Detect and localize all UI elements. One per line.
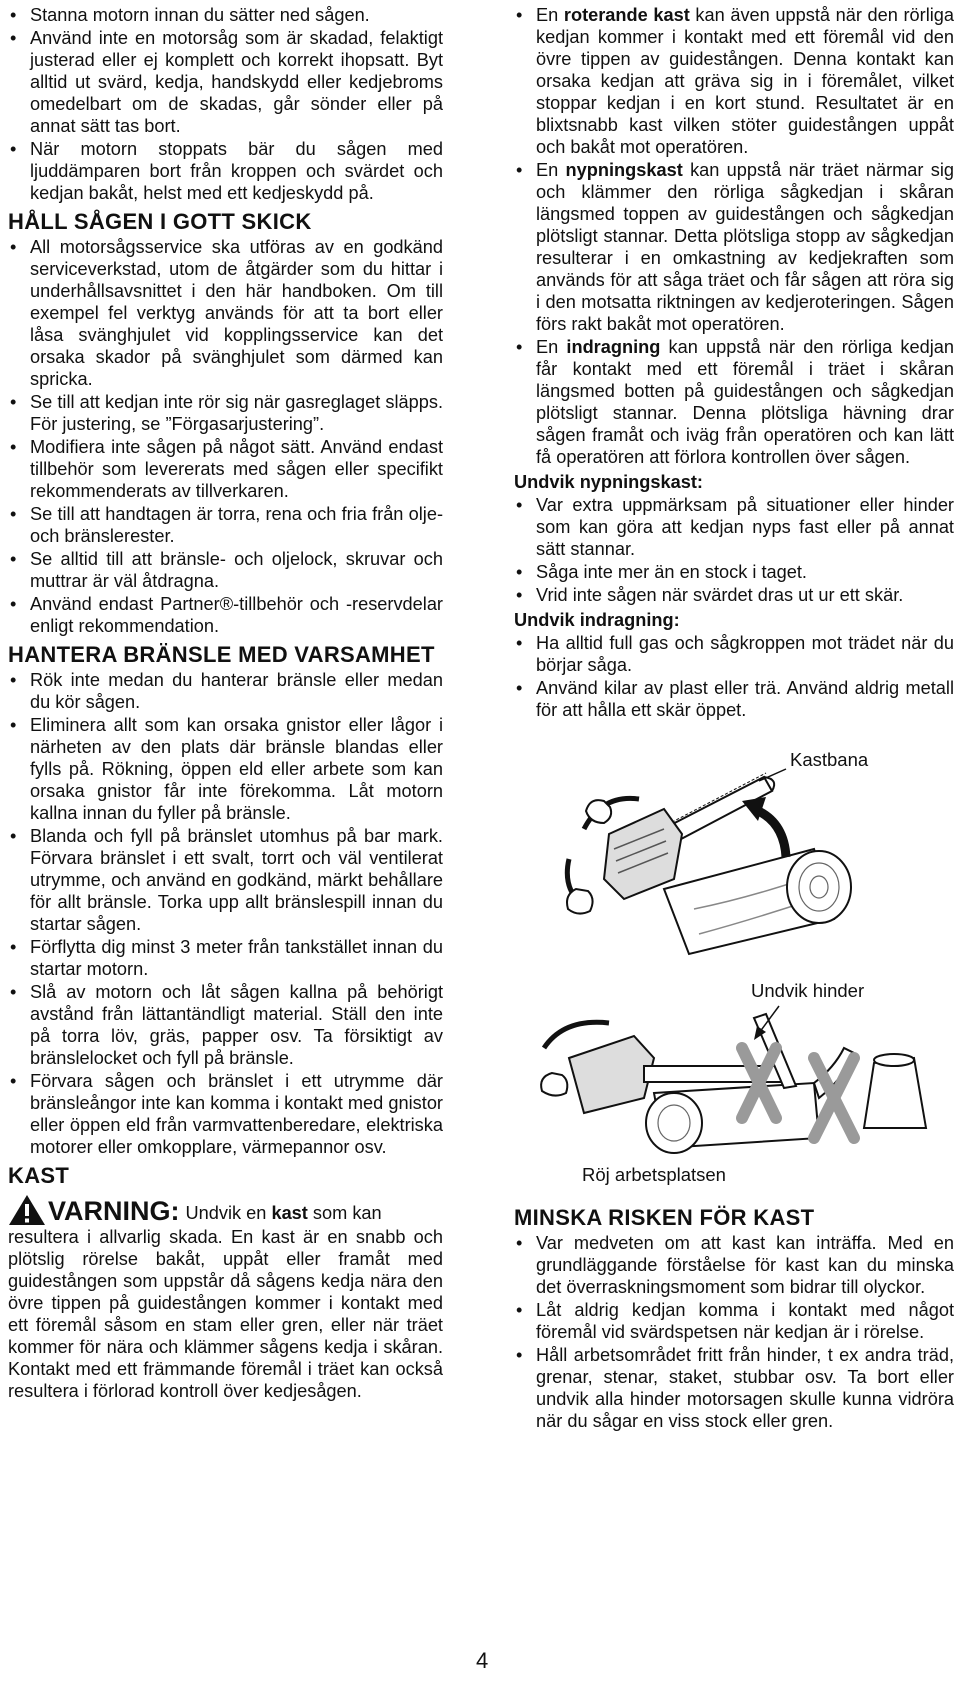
list-item: • Håll arbetsområdet fritt från hinder, t ex andra träd, grenar, stenar, staket, stubbar osv. Ta bort eller undvik alla hinder motorsagen skulle kunna vidröra när du sågar en viss stock eller gren.: [514, 1344, 954, 1432]
list-item: • En roterande kast kan även uppstå när den rörliga kedjan kommer i kontakt med ett föremål vid den övre tippen av guidestången. Denna kontakt kan orsaka kedjan att gräva sig in i föremålet, vilket stoppar kedjan i en kort stund. Resultatet är en blixtsnabb kast vilken stöter guidestången uppåt och bakåt mot operatören.: [514, 4, 954, 158]
section-heading-reduce-kickback: MINSKA RISKEN FÖR KAST: [514, 1205, 815, 1230]
section-heading-maintenance: HÅLL SÅGEN I GOTT SKICK: [8, 209, 312, 234]
kickback-figure: [514, 739, 954, 974]
fig-label-undvik-hinder: Undvik hinder: [751, 980, 865, 1001]
list-item: • En nypningskast kan uppstå när träet närmar sig och klämmer den rörliga sågkedjan i skåran längsmed toppen av guidestången och sågkedjan plötsligt stannar. Detta plötsliga stopp av sågkedjan resulterar i en omkastning av kedjekraften som används för att såga träet och får sågen att röra sig i den motsatta riktningen av kedjeroteringen. Sågen förs rakt bakåt mot operatören.: [514, 159, 954, 335]
warning-paragraph: resultera i allvarlig skada. En kast är en snabb och plötslig rörelse bakåt, uppåt eller framåt med guidestången som uppstår då sågens kedja nära den övre tippen på guidestången kommer i kontakt med ett föremål såsom en stam eller gren, eller när träet kommer för nära och klämmer sågens kedja i skåran. Kontakt med ett främmande föremål i träet kan också resultera i förlorad kontroll över kedjesågen.: [8, 1227, 443, 1401]
list-item: • Var medveten om att kast kan inträffa. Med en grundläggande förståelse för kast kan du minska det överraskningsmoment som bidrar till olyckor.: [514, 1232, 954, 1298]
page-number: 4: [476, 1648, 489, 1673]
list-item: • Slå av motorn och låt sågen kallna på behörigt avstånd från lättantändligt material. Ställ den inte på torra löv, gräs, papper osv. Ta försiktigt av bränslelocket och fyll på bränsle.: [8, 981, 443, 1069]
list-item: • Använd inte en motorsåg som är skadad, felaktigt justerad eller ej komplett och korrekt ihopsatt. Byt alltid ut svärd, kedja, handskydd eller kedjebroms omedelbart om de skadas, går sönder eller på annat sätt tas bort.: [8, 27, 443, 137]
list-item: • Stanna motorn innan du sätter ned sågen.: [8, 4, 443, 26]
list-item: • Vrid inte sågen när svärdet dras ut ur ett skär.: [514, 584, 954, 606]
list-item: • En indragning kan uppstå när den rörliga kedjan får kontakt med ett föremål i träet i skåran längsmed botten på guidestången och sågkedjan plötsligt stannar. Denna plötsliga hävning drar sågen framåt och iväg från operatören och kan lätt få operatören att förlora kontrollen över sågen.: [514, 336, 954, 468]
list-item: • Se till att kedjan inte rör sig när gasreglaget släpps. För justering, se ”Förgasarjustering”.: [8, 391, 443, 435]
list-item: • Såga inte mer än en stock i taget.: [514, 561, 954, 583]
obstacles-figure: [514, 978, 954, 1193]
fig-label-roj-arbetsplatsen: Röj arbetsplatsen: [582, 1164, 726, 1185]
section-heading-fuel: HANTERA BRÄNSLE MED VARSAMHET: [8, 642, 435, 667]
subheading-avoid-pinch: Undvik nypningskast:: [514, 472, 703, 492]
list-item: • Ha alltid full gas och sågkroppen mot trädet när du börjar såga.: [514, 632, 954, 676]
list-item: • Använd endast Partner®-tillbehör och -reservdelar enligt rekommendation.: [8, 593, 443, 637]
warning-text: Undvik en kast som kan: [185, 1203, 382, 1223]
list-item: • När motorn stoppats bär du sågen med ljuddämparen bort från kroppen och svärdet och kedjan bakåt, helst med ett kedjeskydd på.: [8, 138, 443, 204]
fig-label-kastbana: Kastbana: [790, 749, 869, 770]
list-item: • Se till att handtagen är torra, rena och fria från olje- och bränslerester.: [8, 503, 443, 547]
warning-icon: [8, 1194, 46, 1226]
warning-label: VARNING:: [48, 1196, 180, 1226]
obstacles-illustration: [514, 978, 954, 1163]
list-item: • Blanda och fyll på bränslet utomhus på bar mark. Förvara bränslet i ett svalt, torrt och väl ventilerat utrymme, och använd en godkänd, märkt behållare för allt bränsle. Torka upp allt bränslespill innan du startar sågen.: [8, 825, 443, 935]
list-item: • Eliminera allt som kan orsaka gnistor eller lågor i närheten av den plats där bränsle blandas eller fylls på. Rökning, öppen eld eller arbete som kan orsaka gnistor får inte förekomma. Låt motorn kallna innan du fyller på bränsle.: [8, 714, 443, 824]
warning-line: [8, 1194, 443, 1226]
list-item: • All motorsågsservice ska utföras av en godkänd serviceverkstad, utom de åtgärder som du hittar i underhållsavsnittet i den här handboken. Om till exempel fel verktyg används för att ta bort eller låsa svänghjulet vid kopplingsservice kan det orsaka skador på svänghjulet som därmed kan spricka.: [8, 236, 443, 390]
right-column: [514, 4, 954, 1433]
left-column: [8, 4, 443, 1402]
kickback-illustration: [514, 739, 954, 974]
section-heading-kickback: KAST: [8, 1163, 70, 1188]
list-item: • Låt aldrig kedjan komma i kontakt med något föremål vid svärdspetsen när kedjan är i rörelse.: [514, 1299, 954, 1343]
subheading-avoid-pull: Undvik indragning:: [514, 610, 680, 630]
list-item: • Var extra uppmärksam på situationer eller hinder som kan göra att kedjan nyps fast eller på annat sätt stannar.: [514, 494, 954, 560]
list-item: • Använd kilar av plast eller trä. Använd aldrig metall för att hålla ett skär öppet.: [514, 677, 954, 721]
list-item: • Förflytta dig minst 3 meter från tankstället innan du startar motorn.: [8, 936, 443, 980]
list-item: • Se alltid till att bränsle- och oljelock, skruvar och muttrar är väl åtdragna.: [8, 548, 443, 592]
list-item: • Förvara sågen och bränslet i ett utrymme där bränsleångor inte kan komma i kontakt med gnistor eller öppen eld från varmvattenberedare, elektriska motorer eller omkopplare, värmepannor osv.: [8, 1070, 443, 1158]
list-item: • Modifiera inte sågen på något sätt. Använd endast tillbehör som levererats med sågen eller specifikt rekommenderats av tillverkaren.: [8, 436, 443, 502]
list-item: • Rök inte medan du hanterar bränsle eller medan du kör sågen.: [8, 669, 443, 713]
